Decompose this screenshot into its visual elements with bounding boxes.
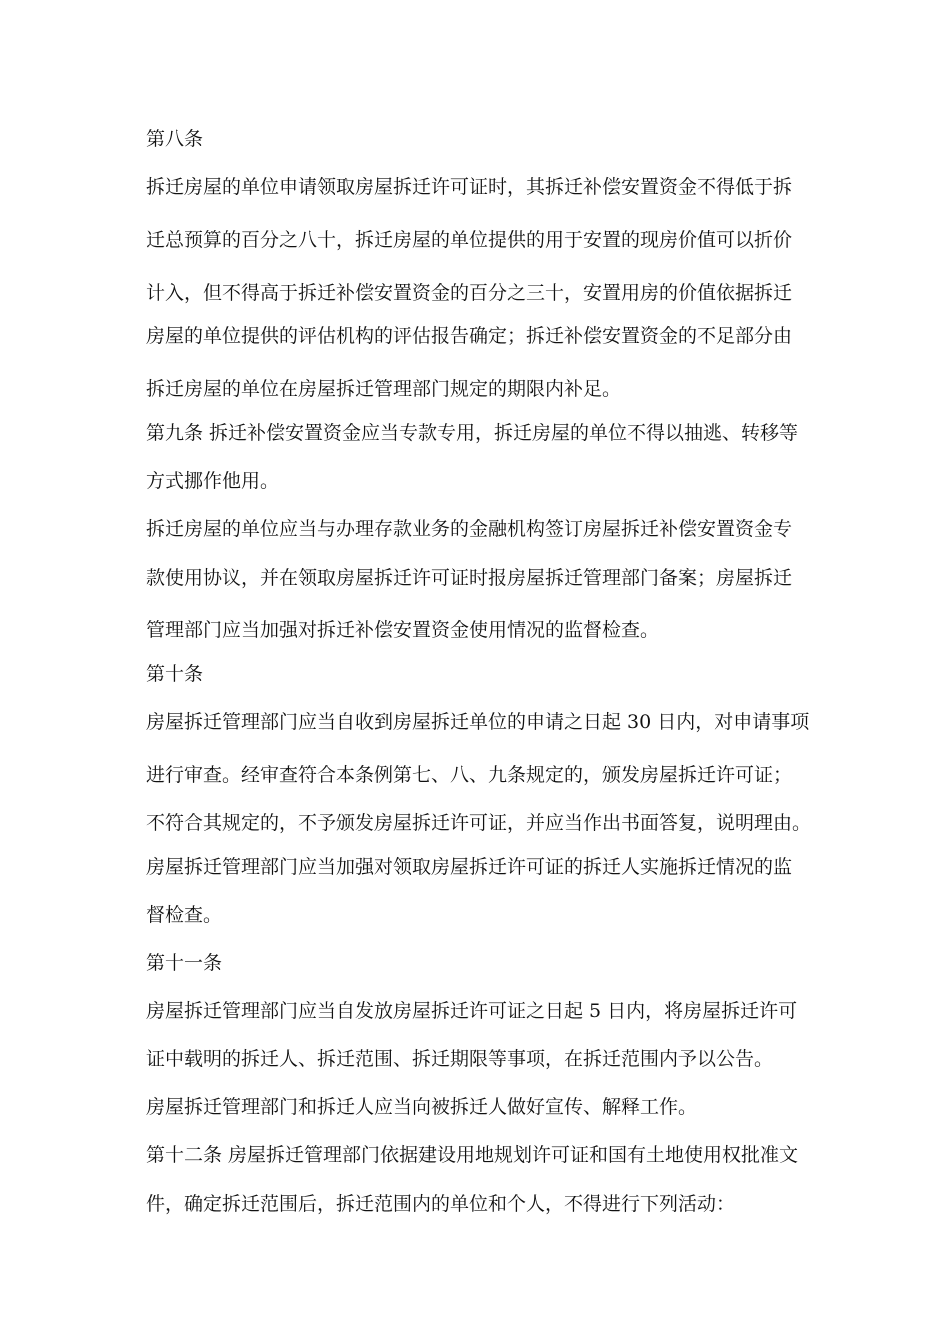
paragraph-line: 迁总预算的百分之八十，拆迁房屋的单位提供的用于安置的现房价值可以折价 xyxy=(146,229,793,251)
paragraph-line: 进行审查。经审查符合本条例第七、八、九条规定的，颁发房屋拆迁许可证； xyxy=(146,764,793,786)
paragraph-line: 房屋拆迁管理部门应当加强对领取房屋拆迁许可证的拆迁人实施拆迁情况的监 xyxy=(146,856,793,878)
article-8-heading: 第八条 xyxy=(146,128,204,150)
paragraph-line: 房屋拆迁管理部门应当自收到房屋拆迁单位的申请之日起 30 日内，对申请事项 xyxy=(146,711,810,733)
paragraph-line: 管理部门应当加强对拆迁补偿安置资金使用情况的监督检查。 xyxy=(146,619,660,641)
article-10-heading: 第十条 xyxy=(146,663,204,685)
article-12-line: 第十二条 房屋拆迁管理部门依据建设用地规划许可证和国有土地使用权批准文 xyxy=(146,1144,799,1166)
paragraph-line: 拆迁房屋的单位应当与办理存款业务的金融机构签订房屋拆迁补偿安置资金专 xyxy=(146,518,793,540)
paragraph-line: 计入，但不得高于拆迁补偿安置资金的百分之三十，安置用房的价值依据拆迁 xyxy=(146,282,793,304)
paragraph-line: 不符合其规定的，不予颁发房屋拆迁许可证，并应当作出书面答复，说明理由。 xyxy=(146,812,812,834)
paragraph-line: 房屋拆迁管理部门应当自发放房屋拆迁许可证之日起 5 日内，将房屋拆迁许可 xyxy=(146,1000,798,1022)
paragraph-line: 款使用协议，并在领取房屋拆迁许可证时报房屋拆迁管理部门备案；房屋拆迁 xyxy=(146,567,793,589)
article-9-line: 第九条 拆迁补偿安置资金应当专款专用，拆迁房屋的单位不得以抽逃、转移等 xyxy=(146,422,799,444)
paragraph-line: 房屋拆迁管理部门和拆迁人应当向被拆迁人做好宣传、解释工作。 xyxy=(146,1096,698,1118)
paragraph-line: 拆迁房屋的单位申请领取房屋拆迁许可证时，其拆迁补偿安置资金不得低于拆 xyxy=(146,176,793,198)
paragraph-line: 拆迁房屋的单位在房屋拆迁管理部门规定的期限内补足。 xyxy=(146,378,622,400)
paragraph-line: 督检查。 xyxy=(146,904,223,926)
paragraph-line: 方式挪作他用。 xyxy=(146,470,280,492)
paragraph-line: 件，确定拆迁范围后，拆迁范围内的单位和个人，不得进行下列活动： xyxy=(146,1193,736,1215)
article-11-heading: 第十一条 xyxy=(146,952,223,974)
paragraph-line: 证中载明的拆迁人、拆迁范围、拆迁期限等事项，在拆迁范围内予以公告。 xyxy=(146,1048,774,1070)
paragraph-line: 房屋的单位提供的评估机构的评估报告确定；拆迁补偿安置资金的不足部分由 xyxy=(146,325,793,347)
